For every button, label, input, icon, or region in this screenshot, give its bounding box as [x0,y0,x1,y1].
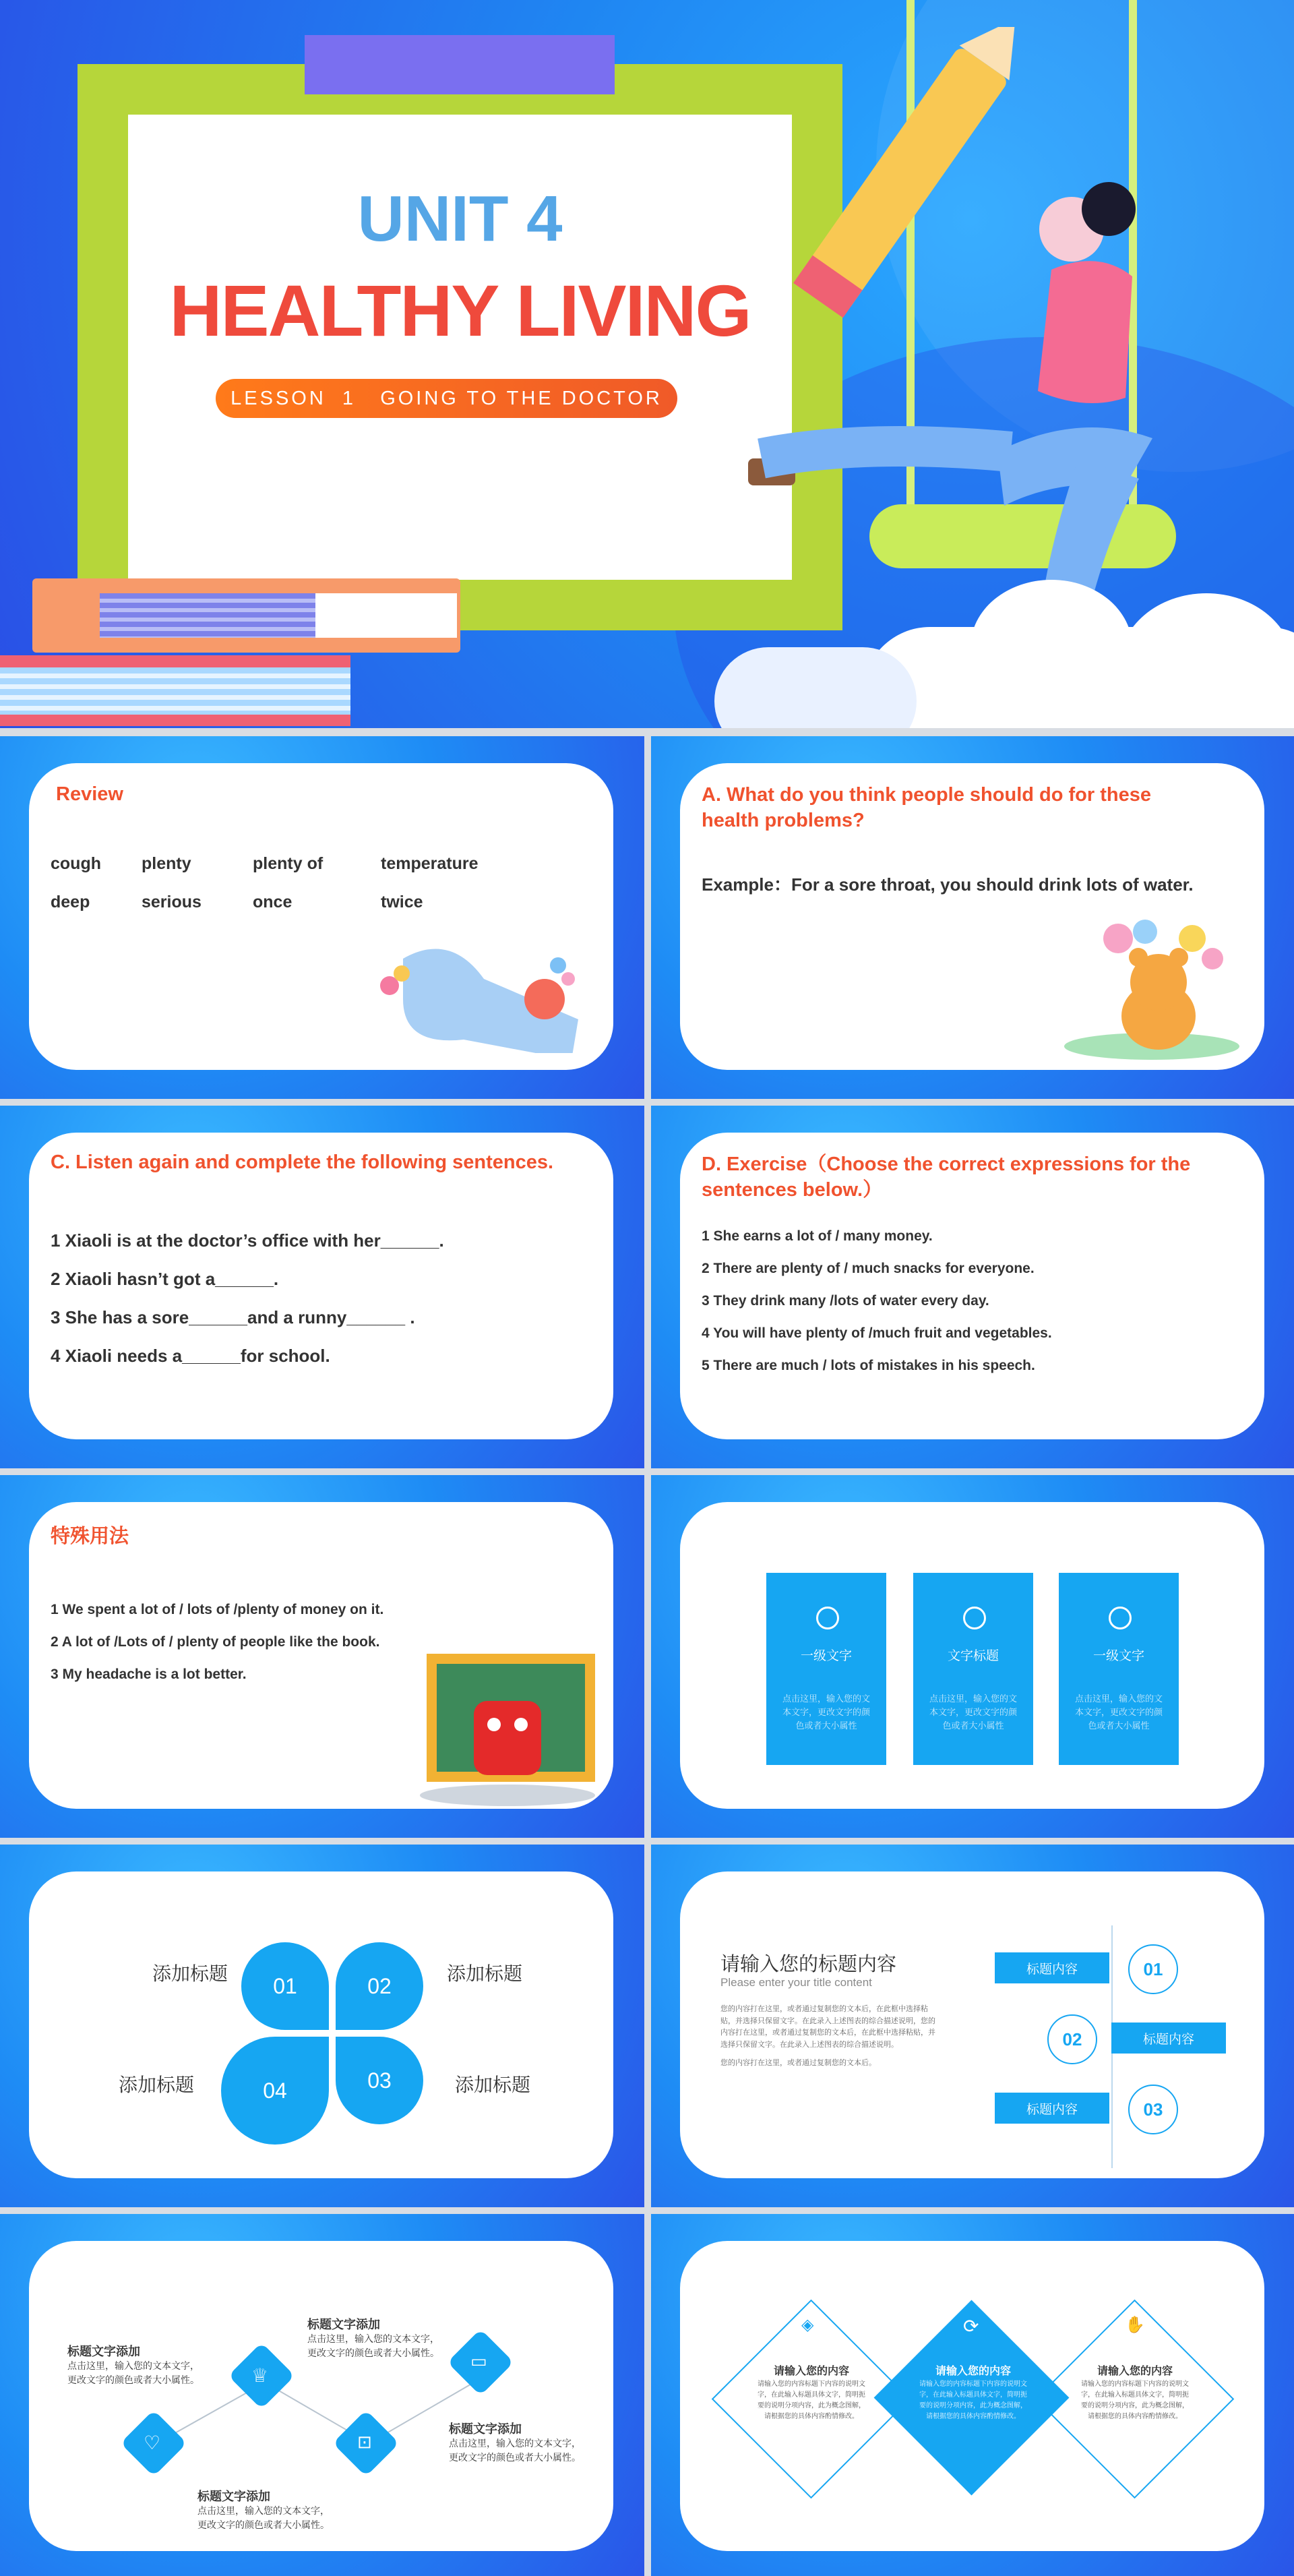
info-box [913,1573,1033,1765]
timeline-number: 01 [1128,1944,1178,1994]
slide-card [680,1133,1264,1439]
slide-heading: C. Listen again and complete the following sentences. [51,1151,554,1173]
process-title: 标题文字添加 [307,2318,380,2331]
exercise-item: 3 They drink many /lots of water every day. [702,1293,989,1309]
process-slide [0,2214,644,2576]
vocab-word: plenty [142,854,191,873]
slide-card [680,1871,1264,2178]
refresh-icon: ⟳ [963,2316,979,2337]
sentence-item: 2 Xiaoli hasn’t got a______. [51,1269,279,1289]
vocab-word: plenty of [253,854,324,873]
question-a-slide [651,736,1294,1099]
timeline-tag: 标题内容 [995,2093,1109,2124]
heading-line: health problems? [702,810,865,831]
content-paragraph: 您的内容打在这里，或者通过复制您的文本后，在此框中选择粘贴，并选择只保留文字。在此录入上述图表的综合描述说明，您的内容打在这里，或者通过复制您的文本后，在此框中选择粘贴，并选择只保留文字。在此录入上述图表的综合描述说明。 [720,2005,935,2049]
bear-balloons-illustration [1057,918,1246,1060]
box-desc: 点击这里，输入您的文本文字，更改文字的颜色或者大小属性 [1075,1694,1163,1731]
book-page [315,593,457,638]
book-stripes [100,593,315,638]
slide-heading [702,782,1151,833]
cloud [714,647,917,728]
diamond-desc: 请输入您的内容标题下内容的说明文字，在此输入标题具体文字，简明扼要的说明分项内容，此为概念图解，请根据您的具体内容酌情修改。 [758,2380,865,2420]
slide-card [29,2241,613,2551]
process-title: 标题文字添加 [449,2422,522,2436]
box-title: 一级文字 [800,1649,852,1663]
book [0,655,350,726]
vocab-word: cough [51,854,101,873]
target-icon [816,1607,839,1629]
slide-card [680,2241,1264,2551]
slide-card [680,763,1264,1070]
heading-line: D. Exercise（Choose the correct expressions for the [702,1154,1191,1175]
book-stripes [0,667,350,715]
box-title: 文字标题 [947,1649,999,1663]
slide-heading [702,1151,1190,1203]
timeline-tag: 标题内容 [995,1952,1109,1983]
process-desc: 点击这里，输入您的文本文字，更改文字的颜色或者大小属性。 [449,2438,581,2463]
target-icon [963,1607,986,1629]
box-title: 一级文字 [1092,1649,1144,1663]
device-icon: ▭ [470,2351,487,2371]
example-text: Example：For a sore throat, you should drink lots of water. [702,874,1194,895]
slide-card [29,763,613,1070]
box-desc: 点击这里，输入您的文本文字，更改文字的颜色或者大小属性 [929,1694,1018,1731]
clover-label: 添加标题 [152,1963,228,1984]
heart-icon: ♡ [144,2432,161,2453]
book [32,578,460,653]
girl-shirt [1038,261,1132,403]
vocab-word: twice [381,893,423,911]
timeline-number: 02 [1047,2014,1097,2064]
vocab-word: deep [51,893,90,911]
usage-item: 3 My headache is a lot better. [51,1667,247,1682]
heading-line: sentences below.） [702,1179,883,1201]
slide-card [680,1502,1264,1809]
sentence-item: 1 Xiaoli is at the doctor’s office with her______. [51,1230,444,1251]
teacher-chalkboard-illustration [413,1647,602,1809]
clover-slide [0,1845,644,2207]
lock-icon: ⊡ [357,2432,372,2452]
target-icon [1109,1607,1132,1629]
clover-petal: 01 [241,1942,329,2030]
slide-card [29,1871,613,2178]
timeline-tag: 标题内容 [1111,2023,1226,2054]
slide-card [29,1502,613,1809]
sentence-item: 4 Xiaoli needs a______for school. [51,1346,330,1366]
content-paragraph: 您的内容打在这里，或者通过复制您的文本后。 [720,2059,876,2067]
usage-item: 2 A lot of /Lots of / plenty of people like the book. [51,1634,380,1650]
tape [305,35,615,94]
clover-petal: 03 [336,2037,423,2124]
slide-heading: Review [56,783,123,805]
board-paper [128,115,792,580]
exercise-slide [651,1106,1294,1468]
cover-slide [0,0,1294,728]
exercise-item: 5 There are much / lots of mistakes in his speech. [702,1358,1035,1373]
process-desc: 点击这里，输入您的文本文字，更改文字的颜色或者大小属性。 [197,2505,330,2530]
exercise-item: 2 There are plenty of / much snacks for everyone. [702,1261,1035,1276]
process-desc: 点击这里，输入您的文本文字，更改文字的颜色或者大小属性。 [67,2360,199,2385]
unit-label: UNIT 4 [357,183,563,255]
hand-icon: ✋ [1125,2316,1145,2334]
boxes-slide [651,1475,1294,1838]
clover-label: 添加标题 [455,2074,531,2095]
clover-petal: 04 [221,2037,329,2145]
cloud [970,580,1132,715]
clover-label: 添加标题 [447,1963,523,1984]
diamond-title: 请输入您的内容 [1097,2366,1173,2377]
diamond-title: 请输入您的内容 [773,2366,849,2377]
slide-card [29,1133,613,1439]
diamond-desc: 请输入您的内容标题下内容的说明文字，在此输入标题具体文字，简明扼要的说明分项内容，此为概念图解，请根据您的具体内容酌情修改。 [1081,2380,1189,2420]
balloon-kid-illustration [376,932,578,1053]
tag-icon: ◈ [801,2316,814,2334]
cover-title: HEALTHY LIVING [169,270,751,351]
review-slide [0,736,644,1099]
title-content-slide [651,1845,1294,2207]
content-title: 请输入您的标题内容 [720,1954,897,1975]
girl-leg [762,446,1011,458]
box-desc: 点击这里，输入您的文本文字，更改文字的颜色或者大小属性 [782,1694,871,1731]
diamond-desc: 请输入您的内容标题下内容的说明文字，在此输入标题具体文字，简明扼要的说明分项内容，此为概念图解，请根据您的具体内容酌情修改。 [919,2380,1027,2420]
exercise-item: 4 You will have plenty of /much fruit and vegetables. [702,1325,1052,1341]
lesson-pill: LESSON 1 GOING TO THE DOCTOR [216,379,677,418]
info-box [766,1573,886,1765]
trophy-icon: ♕ [251,2365,269,2386]
process-desc: 点击这里，输入您的文本文字，更改文字的颜色或者大小属性。 [307,2333,439,2358]
vocab-word: serious [142,893,202,911]
diamonds-slide [651,2214,1294,2576]
special-usage-slide [0,1475,644,1838]
content-subtitle: Please enter your title content [720,1976,872,1989]
vocab-word: temperature [381,854,479,873]
girl-hair [1082,182,1136,236]
clover-petal: 02 [336,1942,423,2030]
diamond-title: 请输入您的内容 [935,2366,1011,2377]
slide-heading: 特殊用法 [51,1526,129,1547]
heading-line: A. What do you think people should do for these [702,784,1151,806]
exercise-item: 1 She earns a lot of / many money. [702,1228,933,1244]
timeline-number: 03 [1128,2085,1178,2134]
vocab-word: once [253,893,292,911]
sentence-item: 3 She has a sore______and a runny______ . [51,1307,415,1327]
info-box [1059,1573,1179,1765]
clover-label: 添加标题 [119,2074,195,2095]
listen-slide [0,1106,644,1468]
usage-item: 1 We spent a lot of / lots of /plenty of money on it. [51,1602,384,1617]
process-title: 标题文字添加 [67,2345,140,2358]
process-title: 标题文字添加 [197,2490,270,2503]
